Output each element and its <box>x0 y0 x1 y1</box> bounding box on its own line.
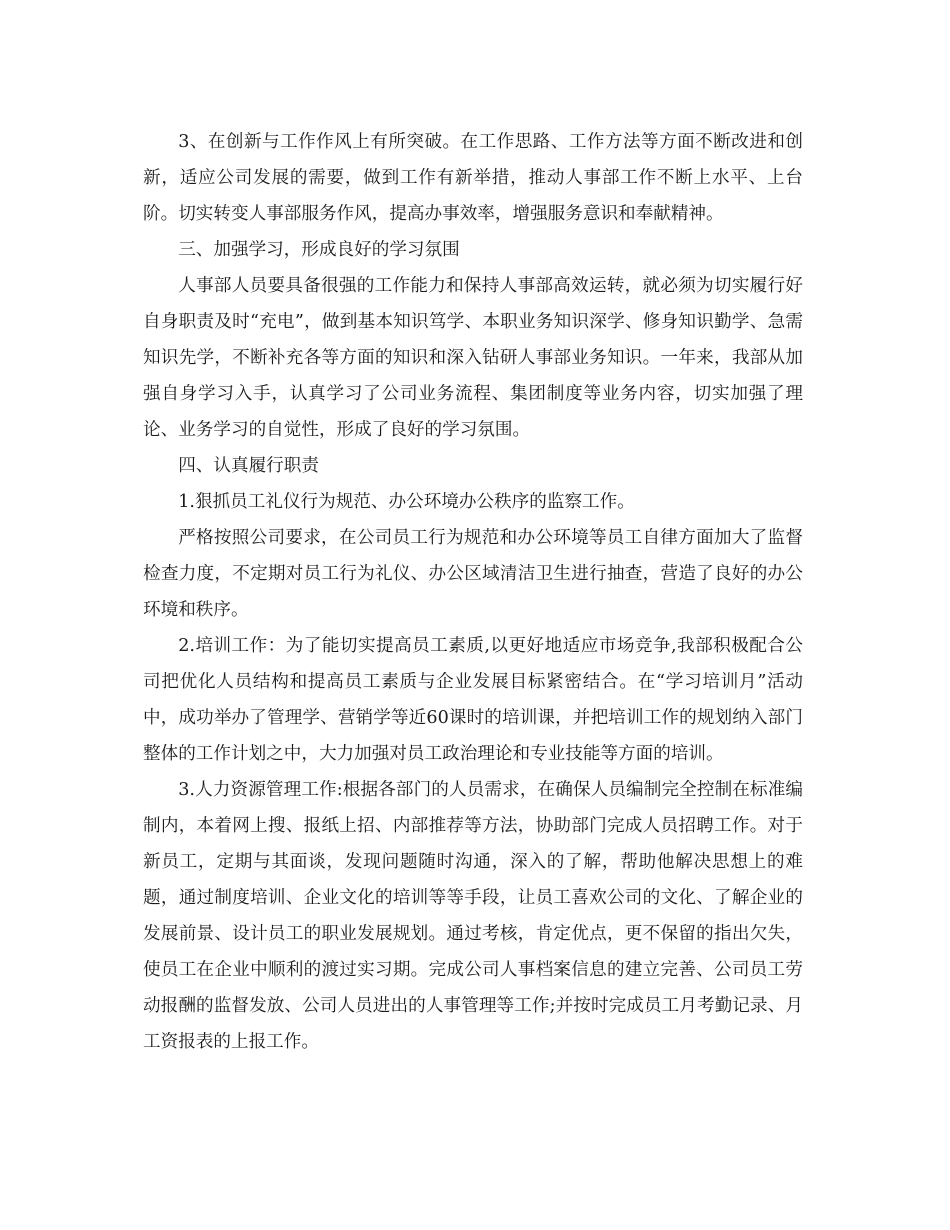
subheading-etiquette-supervision: 1.狠抓员工礼仪行为规范、办公环境办公秩序的监察工作。 <box>178 492 635 512</box>
paragraph-innovation: 3、在创新与工作作风上有所突破。在工作思路、工作方法等方面不断改进和创新，适应公司发展的需要，做到工作有新举措，推动人事部工作不断上水平、上台阶。切实转变人事部服务作风，提高办事效率，增强服务意识和奉献精神。 <box>143 132 803 224</box>
section-heading-duties: 四、认真履行职责 <box>178 456 319 476</box>
document-page <box>143 124 803 1060</box>
paragraph-training: 2.培训工作：为了能切实提高员工素质,以更好地适应市场竞争,我部积极配合公司把优化人员结构和提高员工素质与企业发展目标紧密结合。在“学习培训月”活动中，成功举办了管理学、营销学等近60课时的培训课，并把培训工作的规划纳入部门整体的工作计划之中，大力加强对员工政治理论和专业技能等方面的培训。 <box>143 636 803 764</box>
paragraph-etiquette: 严格按照公司要求，在公司员工行为规范和办公环境等员工自律方面加大了监督检查力度，不定期对员工行为礼仪、办公区域清洁卫生进行抽查，营造了良好的办公环境和秩序。 <box>143 528 803 620</box>
paragraph-hr-management: 3.人力资源管理工作:根据各部门的人员需求，在确保人员编制完全控制在标准编制内，本着网上搜、报纸上招、内部推荐等方法，协助部门完成人员招聘工作。对于新员工，定期与其面谈，发现问题随时沟通，深入的了解，帮助他解决思想上的难题，通过制度培训、企业文化的培训等等手段，让员工喜欢公司的文化、了解企业的发展前景、设计员工的职业发展规划。通过考核，肯定优点，更不保留的指出欠失，使员工在企业中顺利的渡过实习期。完成公司人事档案信息的建立完善、公司员工劳动报酬的监督发放、公司人员进出的人事管理等工作;并按时完成员工月考勤记录、月工资报表的上报工作。 <box>143 780 803 1052</box>
paragraph-learning: 人事部人员要具备很强的工作能力和保持人事部高效运转，就必须为切实履行好自身职责及时“充电”，做到基本知识笃学、本职业务知识深学、修身知识勤学、急需知识先学，不断补充各等方面的知识和深入钻研人事部业务知识。一年来，我部从加强自身学习入手，认真学习了公司业务流程、集团制度等业务内容，切实加强了理论、业务学习的自觉性，形成了良好的学习氛围。 <box>143 276 803 440</box>
section-heading-learning: 三、加强学习，形成良好的学习氛围 <box>178 240 460 260</box>
